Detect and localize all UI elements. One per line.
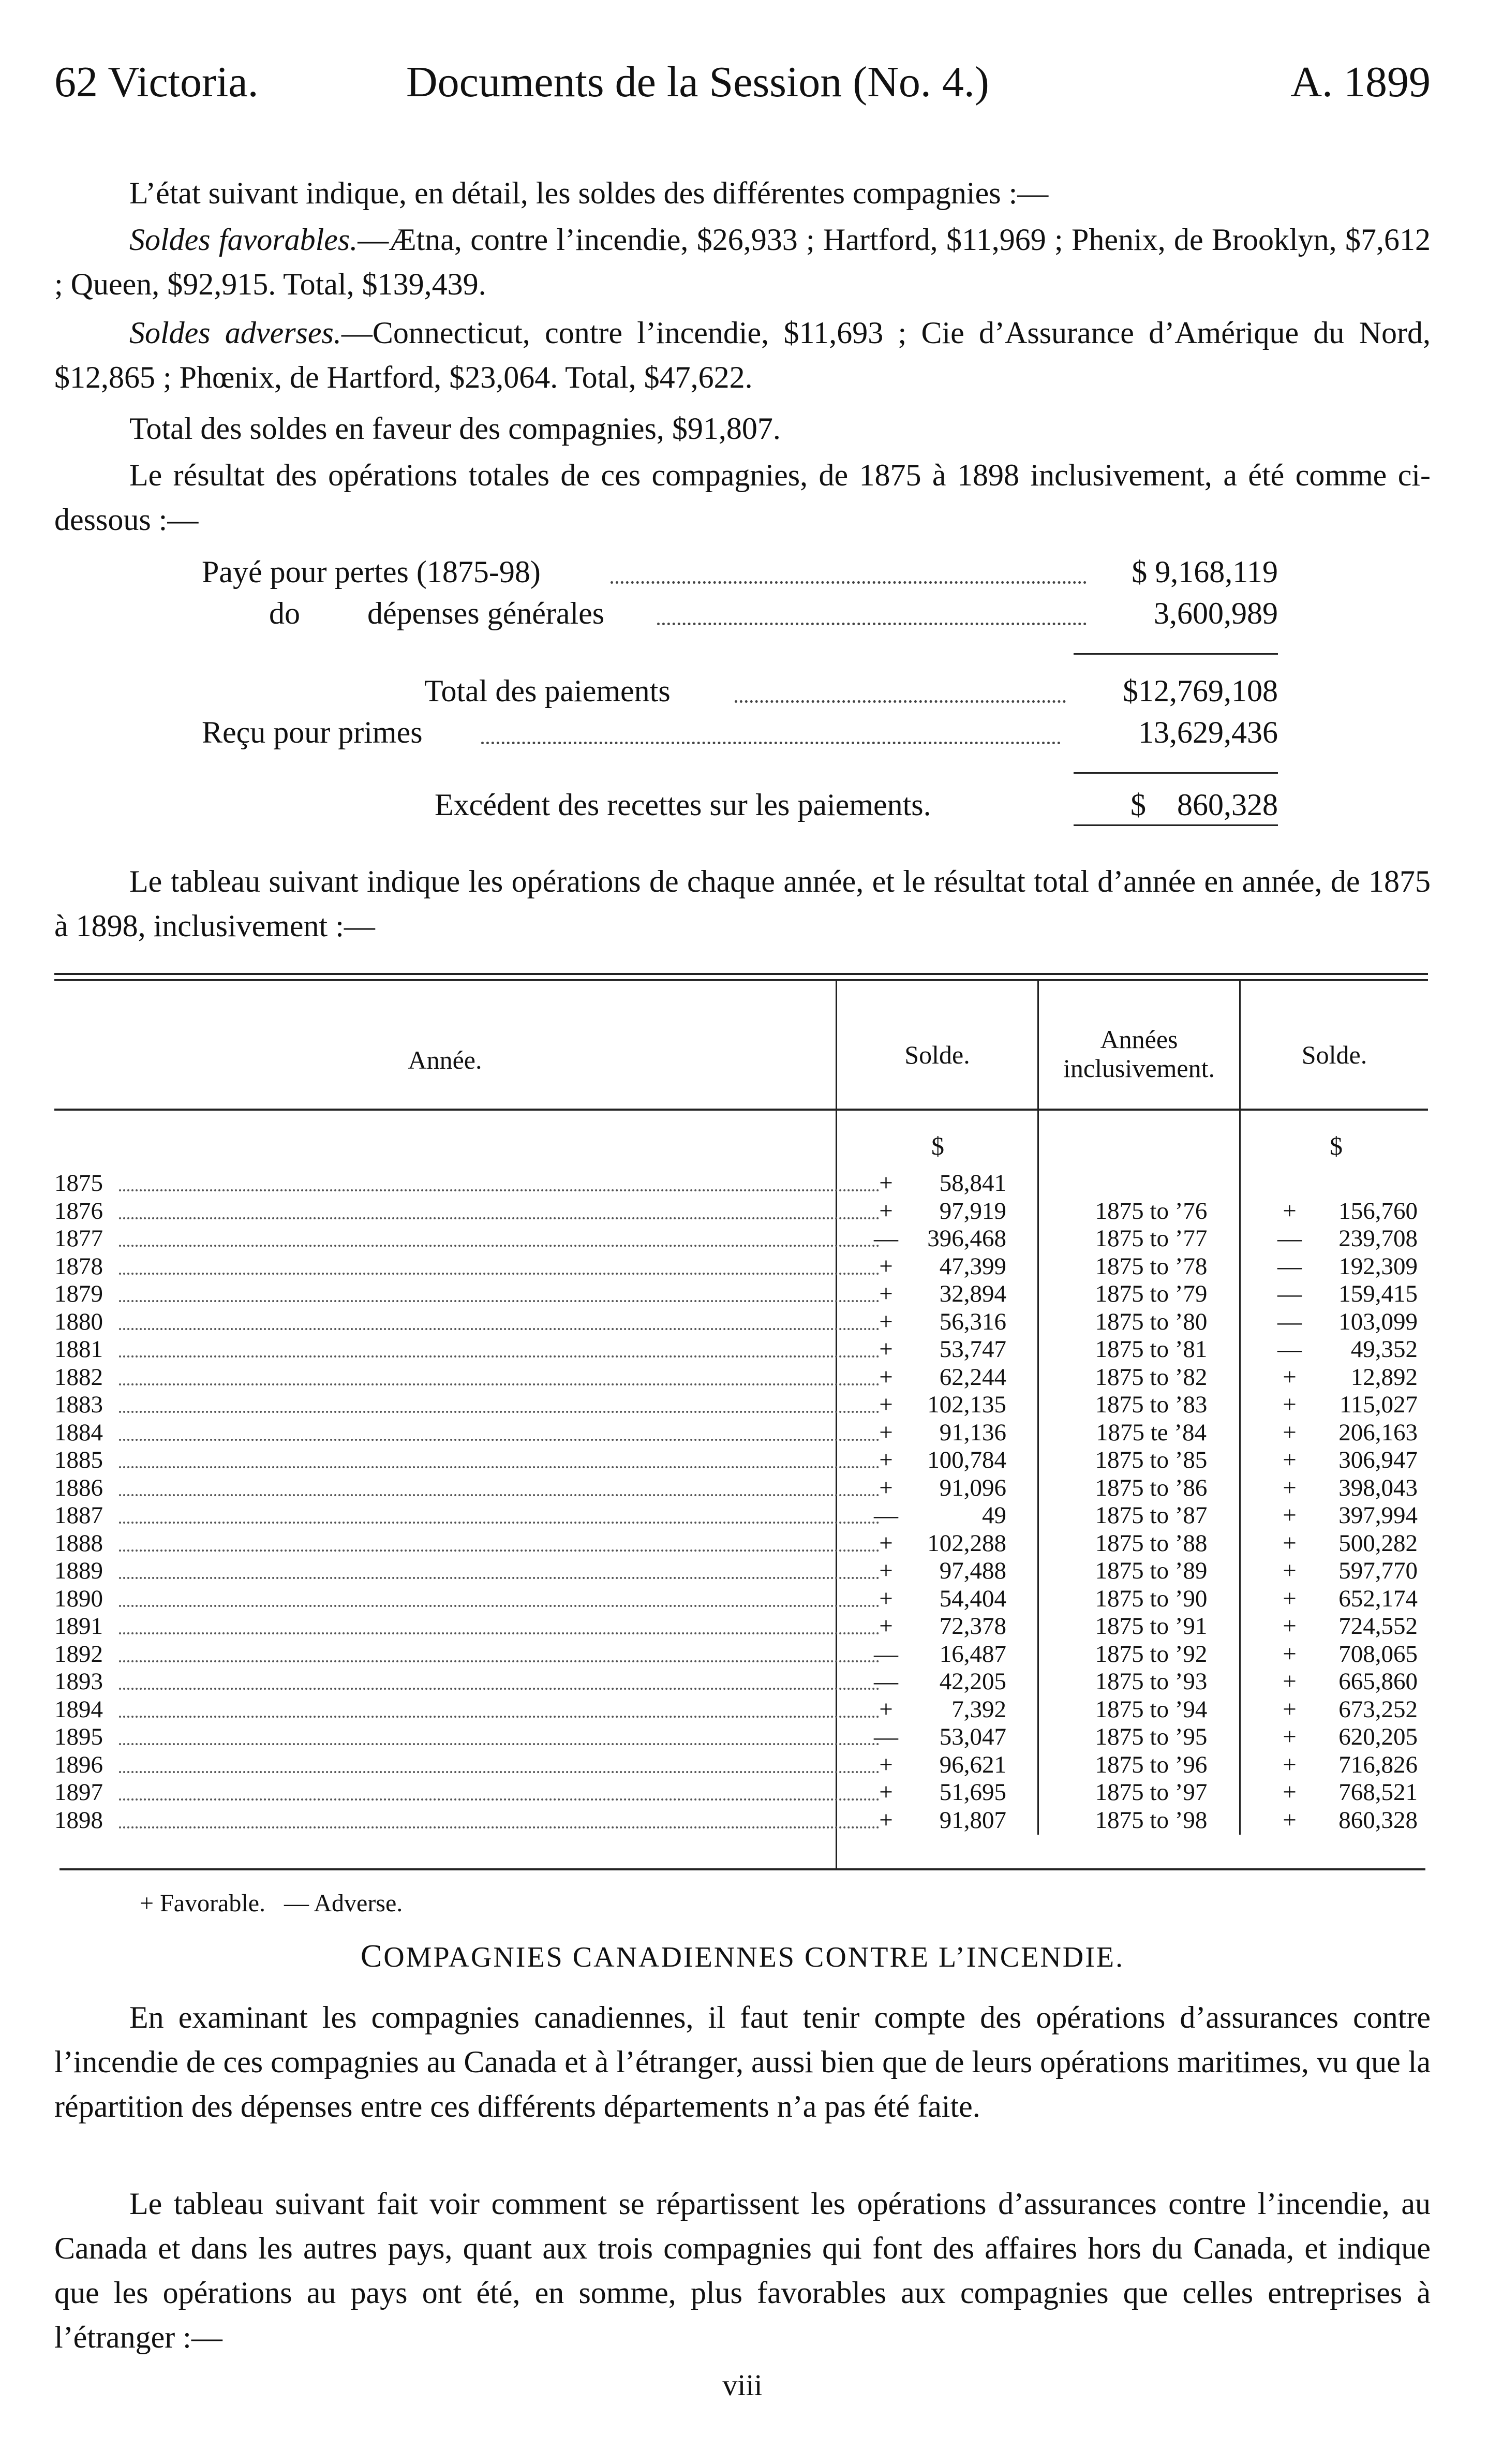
table-header-rule <box>54 1109 1428 1111</box>
summary-value: $ 9,168,119 <box>1132 555 1278 589</box>
summary-label: Total des paiements <box>424 674 671 708</box>
table-row <box>54 1391 1428 1419</box>
dot-leader <box>119 1826 880 1828</box>
period-cell: 1875 to ’76 <box>1095 1197 1208 1224</box>
sign-cell: + <box>879 1613 893 1640</box>
solde-cell: 72,378 <box>939 1613 1006 1640</box>
section-title-initial: C <box>360 1939 384 1974</box>
adverses-text: —Connecticut, contre l’incendie, $11,693 ; Cie d’Assurance d’Amérique du Nord, $12,865 ; Phœnix, de Hartford, $23,064. Total, $47,622. <box>54 316 1431 394</box>
cumulative-solde-cell: 397,994 <box>1338 1502 1418 1529</box>
period-cell: 1875 to ’86 <box>1095 1474 1208 1501</box>
header-right: A. 1899 <box>1290 58 1431 106</box>
sign-cell: + <box>1283 1529 1297 1557</box>
cumulative-solde-cell: 708,065 <box>1338 1640 1418 1668</box>
dot-leader <box>657 623 1087 625</box>
period-cell: 1875 to ’77 <box>1095 1225 1208 1252</box>
year-cell: 1888 <box>54 1529 103 1557</box>
solde-cell: 102,135 <box>927 1391 1006 1418</box>
solde-cell: 16,487 <box>939 1640 1006 1668</box>
table-row <box>54 1668 1428 1696</box>
cumulative-solde-cell: 156,760 <box>1338 1197 1418 1224</box>
dot-leader <box>119 1605 880 1607</box>
cumulative-solde-cell: 49,352 <box>1350 1336 1418 1363</box>
dot-leader <box>481 742 1061 744</box>
table-row <box>54 1530 1428 1558</box>
summary-value: 13,629,436 <box>1138 715 1278 749</box>
cumulative-solde-cell: 652,174 <box>1338 1585 1418 1612</box>
summary-value: $ 860,328 <box>1130 788 1278 822</box>
sign-cell: + <box>1283 1502 1297 1529</box>
dot-leader <box>611 581 1087 584</box>
cumulative-solde-cell: 159,415 <box>1338 1280 1418 1307</box>
solde-cell: 102,288 <box>927 1529 1006 1557</box>
year-cell: 1894 <box>54 1695 103 1723</box>
cumulative-solde-cell: 768,521 <box>1338 1779 1418 1806</box>
period-cell: 1875 to ’94 <box>1095 1695 1208 1723</box>
sign-cell: + <box>1283 1695 1297 1723</box>
sign-cell: + <box>879 1197 893 1224</box>
table-row <box>54 1723 1428 1751</box>
year-cell: 1876 <box>54 1197 103 1224</box>
year-cell: 1879 <box>54 1280 103 1307</box>
sign-cell: + <box>879 1391 893 1418</box>
period-cell: 1875 to ’88 <box>1095 1529 1208 1557</box>
period-cell: 1875 to ’93 <box>1095 1668 1208 1695</box>
sign-cell: + <box>879 1336 893 1363</box>
year-cell: 1878 <box>54 1252 103 1280</box>
period-cell: 1875 to ’81 <box>1095 1336 1208 1363</box>
sign-cell: + <box>1283 1779 1297 1806</box>
summary-value: 3,600,989 <box>1154 596 1278 630</box>
year-cell: 1883 <box>54 1391 103 1418</box>
sign-cell: + <box>879 1695 893 1723</box>
running-header <box>54 57 1431 114</box>
summary-label: Payé pour pertes (1875-98) <box>202 555 541 589</box>
dot-leader <box>119 1245 880 1247</box>
sign-cell: + <box>879 1779 893 1806</box>
summary-row-total-paiements <box>202 670 1278 712</box>
dot-leader <box>119 1439 880 1441</box>
cumulative-solde-cell: 724,552 <box>1338 1613 1418 1640</box>
year-cell: 1889 <box>54 1557 103 1584</box>
period-cell: 1875 to ’89 <box>1095 1557 1208 1584</box>
solde-cell: 62,244 <box>939 1363 1006 1391</box>
year-cell: 1887 <box>54 1502 103 1529</box>
table-row <box>54 1419 1428 1447</box>
cumulative-solde-cell: 597,770 <box>1338 1557 1418 1584</box>
table-intro: Le tableau suivant indique les opérations de chaque année, et le résultat total d’année en année, de 1875 à 1898, inclusivement :— <box>54 864 1431 943</box>
sign-cell: + <box>879 1806 893 1834</box>
sign-cell: + <box>879 1474 893 1501</box>
sign-cell: + <box>879 1447 893 1473</box>
sign-cell: + <box>1283 1613 1297 1640</box>
sign-cell: — <box>1277 1225 1302 1252</box>
sign-cell: + <box>879 1280 893 1307</box>
year-cell: 1885 <box>54 1447 103 1473</box>
sign-cell: + <box>1283 1419 1297 1446</box>
table-row <box>54 1198 1428 1226</box>
year-cell: 1884 <box>54 1419 103 1446</box>
sum-rule <box>1074 772 1278 774</box>
period-cell: 1875 to ’95 <box>1095 1723 1208 1750</box>
year-cell: 1880 <box>54 1308 103 1335</box>
sign-cell: + <box>1283 1723 1297 1750</box>
solde-cell: 7,392 <box>951 1695 1006 1723</box>
dot-leader <box>119 1355 880 1358</box>
period-cell: 1875 to ’85 <box>1095 1447 1208 1473</box>
period-cell: 1875 to ’91 <box>1095 1613 1208 1640</box>
cumulative-solde-cell: 860,328 <box>1338 1806 1418 1834</box>
solde-cell: 53,747 <box>939 1336 1006 1363</box>
year-cell: 1895 <box>54 1723 103 1750</box>
sign-cell: + <box>1283 1806 1297 1834</box>
solde-cell: 42,205 <box>939 1668 1006 1695</box>
sign-cell: — <box>1277 1336 1302 1363</box>
solde-cell: 100,784 <box>927 1447 1006 1473</box>
cumulative-solde-cell: 192,309 <box>1338 1252 1418 1280</box>
solde-cell: 56,316 <box>939 1308 1006 1335</box>
year-cell: 1886 <box>54 1474 103 1501</box>
unit-dollar-1: $ <box>931 1131 944 1160</box>
solde-cell: 96,621 <box>939 1751 1006 1778</box>
table-row <box>54 1751 1428 1779</box>
sign-cell: + <box>1283 1474 1297 1501</box>
sign-cell: + <box>1283 1557 1297 1584</box>
summary-prefix: do <box>269 596 300 630</box>
header-annee: Année. <box>408 1045 482 1074</box>
intro-paragraph-resultat: Le résultat des opérations totales de ces compagnies, de 1875 à 1898 inclusivement, a été comme ci-dessous :— <box>54 458 1431 537</box>
dot-leader <box>119 1273 880 1275</box>
unit-dollar-2: $ <box>1330 1131 1343 1160</box>
adverses-label: Soldes adverses. <box>129 316 341 350</box>
year-cell: 1891 <box>54 1613 103 1640</box>
table-row <box>54 1502 1428 1530</box>
cumulative-solde-cell: 665,860 <box>1338 1668 1418 1695</box>
header-center: Documents de la Session (No. 4.) <box>406 58 989 106</box>
favorables-label: Soldes favorables. <box>129 223 358 257</box>
period-cell: 1875 to ’98 <box>1095 1806 1208 1834</box>
cumulative-solde-cell: 620,205 <box>1338 1723 1418 1750</box>
dot-leader <box>119 1688 880 1690</box>
summary-row-primes <box>202 712 1278 753</box>
period-cell: 1875 to ’82 <box>1095 1363 1208 1391</box>
table-row <box>54 1364 1428 1392</box>
page-number: viii <box>722 2368 763 2402</box>
sign-cell: — <box>874 1668 898 1695</box>
summary-row-depenses <box>202 593 1278 634</box>
sign-cell: — <box>1277 1252 1302 1280</box>
header-annees: Années <box>1100 1025 1178 1054</box>
solde-cell: 53,047 <box>939 1723 1006 1750</box>
header-solde-2: Solde. <box>1301 1040 1367 1069</box>
sign-cell: — <box>874 1640 898 1668</box>
dot-leader <box>119 1743 880 1745</box>
table-row <box>54 1253 1428 1281</box>
sign-cell: + <box>879 1170 893 1197</box>
solde-cell: 32,894 <box>939 1280 1006 1307</box>
cumulative-solde-cell: 239,708 <box>1338 1225 1418 1252</box>
year-cell: 1892 <box>54 1640 103 1668</box>
summary-row-pertes <box>202 551 1278 593</box>
period-cell: 1875 to ’90 <box>1095 1585 1208 1612</box>
cumulative-solde-cell: 500,282 <box>1338 1529 1418 1557</box>
summary-value: $12,769,108 <box>1123 674 1278 708</box>
sum-rule <box>1074 653 1278 655</box>
table-row <box>54 1779 1428 1807</box>
dot-leader <box>119 1217 880 1219</box>
dot-leader <box>119 1383 880 1385</box>
dot-leader <box>119 1328 880 1330</box>
year-cell: 1897 <box>54 1779 103 1806</box>
cumulative-solde-cell: 12,892 <box>1350 1363 1418 1391</box>
solde-cell: 91,807 <box>939 1806 1006 1834</box>
dot-leader <box>735 700 1066 703</box>
solde-cell: 91,136 <box>939 1419 1006 1446</box>
sign-cell: + <box>1283 1363 1297 1391</box>
year-cell: 1877 <box>54 1225 103 1252</box>
section-title-rest: OMPAGNIES CANADIENNES CONTRE L’INCENDIE. <box>383 1941 1125 1973</box>
section-title <box>54 1938 1431 1975</box>
favorables-text: —Ætna, contre l’incendie, $26,933 ; Hartford, $11,969 ; Phenix, de Brooklyn, $7,612 ; Queen, $92,915. Total, $139,439. <box>54 223 1431 301</box>
sign-cell: + <box>879 1419 893 1446</box>
table-row <box>54 1696 1428 1724</box>
cumulative-solde-cell: 716,826 <box>1338 1751 1418 1778</box>
closing-paragraph-2: Le tableau suivant fait voir comment se répartissent les opérations d’assurances contre l’incendie, au Canada et dans les autres pays, quant aux trois compagnies qui font des affaires hors du Canada, et indique que les opérations au pays ont été, en somme, plus favorables aux compagnies que celles entreprises à l’étranger :— <box>54 2187 1431 2354</box>
dot-leader <box>119 1550 880 1552</box>
cumulative-solde-cell: 206,163 <box>1338 1419 1418 1446</box>
table-row <box>54 1474 1428 1502</box>
period-cell: 1875 te ’84 <box>1095 1419 1207 1446</box>
solde-cell: 97,488 <box>939 1557 1006 1584</box>
dot-leader <box>119 1494 880 1496</box>
period-cell: 1875 to ’79 <box>1095 1280 1208 1307</box>
table-row <box>54 1225 1428 1253</box>
dot-leader <box>119 1716 880 1718</box>
dot-leader <box>119 1466 880 1468</box>
year-cell: 1882 <box>54 1363 103 1391</box>
period-cell: 1875 to ’92 <box>1095 1640 1208 1668</box>
table-bottom-rule <box>59 1868 1425 1870</box>
sign-cell: + <box>879 1751 893 1778</box>
year-cell: 1890 <box>54 1585 103 1612</box>
table-row <box>54 1170 1428 1198</box>
dot-leader <box>119 1522 880 1524</box>
intro-paragraph-favorables <box>54 217 1431 306</box>
solde-cell: 51,695 <box>939 1779 1006 1806</box>
sign-cell: + <box>879 1529 893 1557</box>
sign-cell: + <box>1283 1751 1297 1778</box>
table-row <box>54 1308 1428 1336</box>
summary-label: Reçu pour primes <box>202 715 423 749</box>
summary-label: dépenses générales <box>367 596 605 630</box>
cumulative-solde-cell: 115,027 <box>1339 1391 1418 1418</box>
sign-cell: — <box>874 1502 898 1529</box>
dot-leader <box>119 1660 880 1662</box>
sign-cell: + <box>879 1557 893 1584</box>
table-row <box>54 1280 1428 1308</box>
solde-cell: 97,919 <box>939 1197 1006 1224</box>
table-row <box>54 1336 1428 1364</box>
period-cell: 1875 to ’78 <box>1095 1252 1208 1280</box>
year-cell: 1881 <box>54 1336 103 1363</box>
year-cell: 1896 <box>54 1751 103 1778</box>
sign-cell: + <box>1283 1447 1297 1473</box>
dot-leader <box>119 1411 880 1413</box>
cumulative-solde-cell: 673,252 <box>1338 1695 1418 1723</box>
dot-leader <box>119 1300 880 1302</box>
sum-rule <box>1074 824 1278 826</box>
sign-cell: + <box>1283 1391 1297 1418</box>
dot-leader <box>119 1798 880 1801</box>
sign-cell: + <box>879 1363 893 1391</box>
period-cell: 1875 to ’83 <box>1095 1391 1208 1418</box>
cumulative-solde-cell: 398,043 <box>1338 1474 1418 1501</box>
table-row <box>54 1585 1428 1613</box>
table-row <box>54 1557 1428 1585</box>
sign-cell: — <box>1277 1280 1302 1307</box>
cumulative-solde-cell: 103,099 <box>1338 1308 1418 1335</box>
table-row <box>54 1807 1428 1835</box>
period-cell: 1875 to ’87 <box>1095 1502 1208 1529</box>
solde-cell: 54,404 <box>939 1585 1006 1612</box>
legend: + Favorable. — Adverse. <box>140 1890 403 1917</box>
table-row <box>54 1641 1428 1669</box>
table-row <box>54 1613 1428 1641</box>
header-inclusivement: inclusivement. <box>1063 1054 1215 1083</box>
period-cell: 1875 to ’80 <box>1095 1308 1208 1335</box>
cumulative-solde-cell: 306,947 <box>1338 1447 1418 1473</box>
intro-paragraph-1: L’état suivant indique, en détail, les soldes des différentes compagnies :— <box>129 176 1049 210</box>
closing-paragraph-1: En examinant les compagnies canadiennes, il faut tenir compte des opérations d’assurances contre l’incendie de ces compagnies au Canada et à l’étranger, aussi bien que de leurs opérations maritimes, vu que la répartition des dépenses entre ces différents départements n’a pas été faite. <box>54 2000 1431 2123</box>
sign-cell: + <box>879 1308 893 1335</box>
solde-cell: 58,841 <box>939 1170 1006 1197</box>
summary-label: Excédent des recettes sur les paiements. <box>435 788 931 822</box>
year-cell: 1875 <box>54 1170 103 1197</box>
table-row <box>54 1447 1428 1474</box>
dot-leader <box>119 1577 880 1579</box>
sign-cell: + <box>879 1585 893 1612</box>
solde-cell: 396,468 <box>927 1225 1006 1252</box>
intro-paragraph-adverses <box>54 311 1431 400</box>
table-top-rule-2 <box>54 979 1428 981</box>
year-cell: 1893 <box>54 1668 103 1695</box>
dot-leader <box>119 1771 880 1773</box>
header-left: 62 Victoria. <box>54 58 259 106</box>
solde-cell: 91,096 <box>939 1474 1006 1501</box>
period-cell: 1875 to ’96 <box>1095 1751 1208 1778</box>
period-cell: 1875 to ’97 <box>1095 1779 1208 1806</box>
summary-row-excedent <box>202 784 1278 825</box>
solde-cell: 47,399 <box>939 1252 1006 1280</box>
table-top-rule <box>54 973 1428 975</box>
intro-paragraph-total: Total des soldes en faveur des compagnies, $91,807. <box>129 411 781 446</box>
sign-cell: + <box>1283 1640 1297 1668</box>
sign-cell: — <box>874 1225 898 1252</box>
sign-cell: — <box>874 1723 898 1750</box>
sign-cell: — <box>1277 1308 1302 1335</box>
sign-cell: + <box>1283 1197 1297 1224</box>
year-cell: 1898 <box>54 1806 103 1834</box>
sign-cell: + <box>1283 1668 1297 1695</box>
sign-cell: + <box>879 1252 893 1280</box>
sign-cell: + <box>1283 1585 1297 1612</box>
dot-leader <box>119 1189 880 1191</box>
dot-leader <box>119 1632 880 1634</box>
solde-cell: 49 <box>982 1502 1006 1529</box>
header-solde-1: Solde. <box>904 1040 970 1069</box>
